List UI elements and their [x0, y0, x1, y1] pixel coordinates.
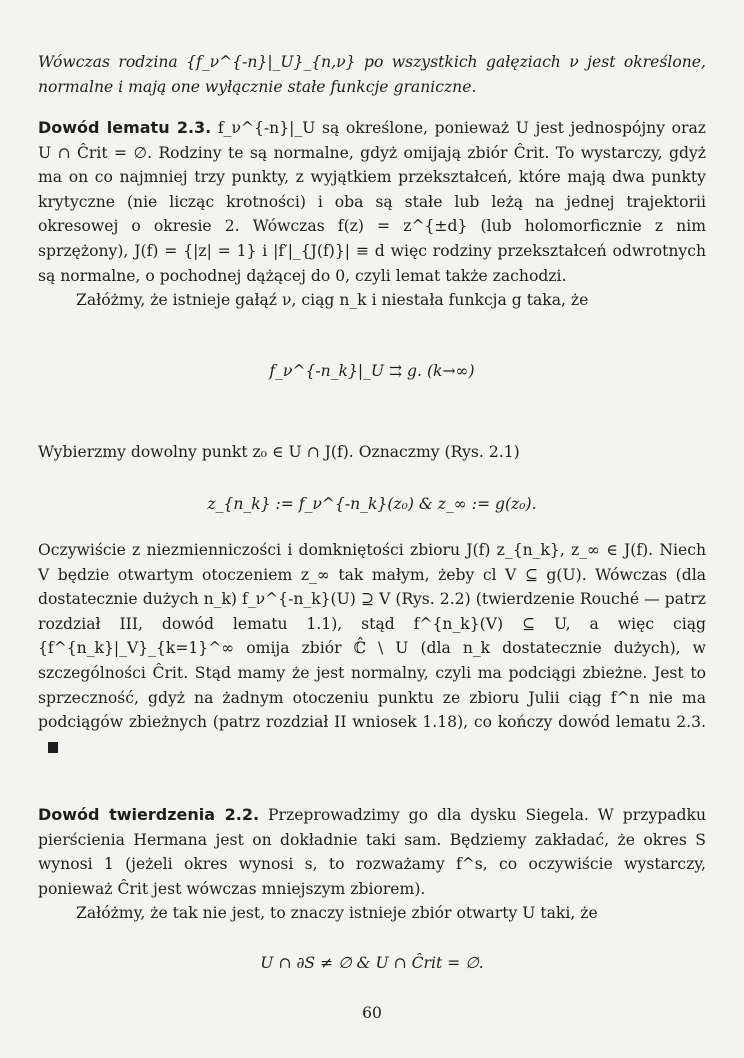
assume-paragraph: Załóżmy, że istnieje gałąź ν, ciąg n_k i niestała funkcja g taka, że	[76, 291, 589, 310]
display-equation-1: f_ν^{-n_k}|_U ⇉ g. (k→∞)	[269, 362, 475, 380]
page-number: 60	[362, 1004, 382, 1022]
lemma-proof	[38, 116, 706, 288]
lemma-proof-paragraph	[38, 116, 706, 313]
assume2-paragraph: Załóżmy, że tak nie jest, to znaczy istnieje zbiór otwarty U taki, że	[76, 904, 598, 923]
theorem-proof	[38, 803, 706, 901]
lemma-proof-heading: Dowód lematu 2.3.	[38, 118, 212, 137]
intro-paragraph	[38, 50, 706, 99]
lemma-proof-body: f_ν^{-n}|_U są określone, ponieważ U jest jednospójny oraz U ∩ Ĉrit = ∅. Rodziny te są normalne, gdyż omijają zbiór Ĉrit. To wystarczy, gdyż ma on co najmniej trzy punkty, z wyjątkiem przekształceń, które mają dwa punkty krytyczne (nie licząc krotności) i oba są stałe lub leżą na jednej trajektorii okresowej o okresie 2. Wówczas f(z) = z^{±d} (lub holomorficznie z nim sprzężony), J(f) = {|z| = 1} i |f′|_{J(f)}| ≡ d więc rodziny przekształceń odwrotnych są normalne, o pochodnej dążącej do 0, czyli lemat także zachodzi.	[38, 119, 706, 285]
qed-square-icon	[48, 742, 58, 753]
theorem-proof-body: Przeprowadzimy go dla dysku Siegela. W przypadku pierścienia Hermana jest on dokładnie taki sam. Będziemy zakładać, że okres S wynosi 1 (jeżeli okres wynosi s, to rozważamy f^s, co oczywiście wystarczy, ponieważ Ĉrit jest wówczas mniejszym zbiorem).	[38, 806, 707, 898]
obvious-text	[38, 538, 706, 759]
display-equation-3: U ∩ ∂S ≠ ∅ & U ∩ Ĉrit = ∅.	[260, 954, 484, 972]
display-equation-2: z_{n_k} := f_ν^{-n_k}(z₀) & z_∞ := g(z₀).	[207, 495, 537, 513]
obvious-paragraph	[38, 538, 706, 759]
intro-text: Wówczas rodzina {f_ν^{-n}|_U}_{n,ν} po wszystkich gałęziach ν jest określone, normalne i mają one wyłącznie stałe funkcje graniczne.	[38, 53, 706, 96]
obvious-body: Oczywiście z niezmienniczości i domkniętości zbioru J(f) z_{n_k}, z_∞ ∈ J(f). Niech V będzie otwartym otoczeniem z_∞ tak małym, żeby cl V ⊆ g(U). Wówczas (dla dostatecznie dużych n_k) f_ν^{-n_k}(U) ⊇ V (Rys. 2.2) (twierdzenie Rouché — patrz rozdział III, dowód lematu 1.1), stąd f^{n_k}(V) ⊆ U, a więc ciąg {f^{n_k}|_V}_{k=1}^∞ omija zbiór ℂ̂ \ U (dla n_k dostatecznie dużych), w szczególności Ĉrit. Stąd mamy że jest normalny, czyli ma podciągi zbieżne. Jest to sprzeczność, gdyż na żadnym otoczeniu punktu ze zbioru Julii ciąg f^n nie ma podciągów zbieżnych (patrz rozdział II wniosek 1.18), co kończy dowód lematu 2.3.	[38, 541, 706, 732]
choose-point-text: Wybierzmy dowolny punkt z₀ ∈ U ∩ J(f). Oznaczmy (Rys. 2.1)	[38, 443, 520, 461]
theorem-proof-heading: Dowód twierdzenia 2.2.	[38, 805, 260, 824]
theorem-proof-paragraph	[38, 803, 706, 926]
choose-point-paragraph	[38, 440, 706, 465]
